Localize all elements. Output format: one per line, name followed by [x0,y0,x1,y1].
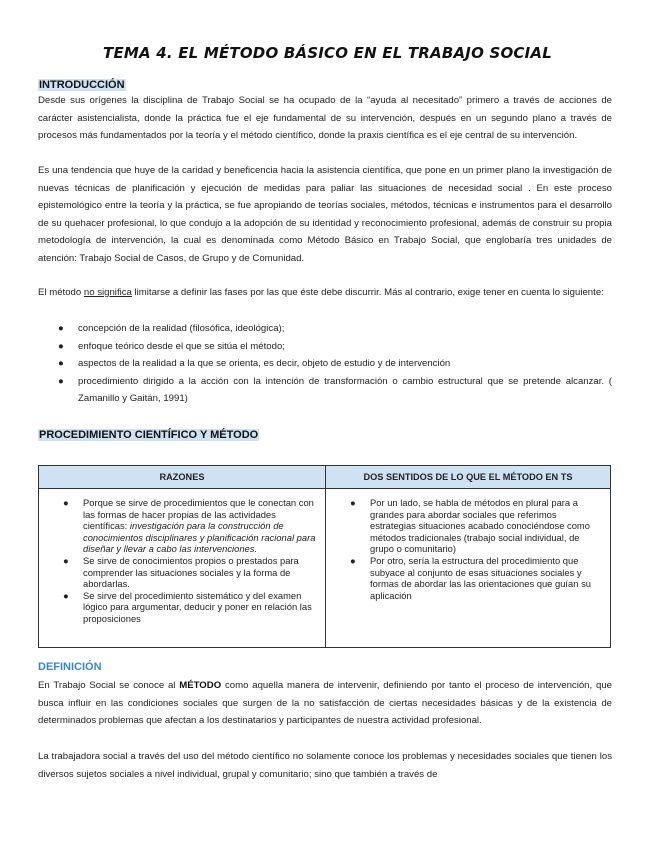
intro-p3-start: El método [38,287,84,298]
bullet-dot-icon: ● [63,497,69,508]
list-item-text: procedimiento dirigido a la acción con la intención de transformación o cambio estructural que se pretende alcanzar. ( Zamanillo y Gaitán, 1991) [78,375,612,405]
table-header-row [39,466,611,489]
table-header-dos-sentidos: DOS SENTIDOS DE LO QUE EL MÉTODO EN TS [326,466,611,489]
intro-paragraph-2: Es una tendencia que huye de la caridad y beneficencia hacia la asistencia científica, que pone en un primer plano la investigación de nuevas técnicas de planificación y ejecución de medidas para paliar las situaciones de necesidad social . En este proceso epistemológico entre la teoría y la práctica, se fue apropiando de teorías sociales, métodos, técnicas e instrumentos para el desarrollo de su quehacer profesional, lo que condujo a la adopción de su identidad y reconocimiento profesional, además de construir su propia metodología de intervención, la cual es denominada como Método Básico en Trabajo Social, que englobaría tres unidades de atención: Trabajo Social de Casos, de Grupo y de Comunidad. [38,165,612,264]
list-item [334,555,602,601]
list-item-text: aspectos de la realidad a la que se orienta, es decir, objeto de estudio y de intervención [78,358,451,370]
bullet-dot-icon: ● [58,358,64,370]
list-item [47,555,317,590]
bullet-dot-icon: ● [350,497,356,508]
intro-p3-end: limitarse a definir las fases por las que éste debe discurrir. Más al contrario, exige tener en cuenta lo siguiente: [131,287,604,298]
bullet-dot-icon: ● [350,554,356,566]
procedure-heading: PROCEDIMIENTO CIENTÍFICO Y MÉTODO [39,429,259,441]
cell-text: Por un lado, se habla de métodos en plural para a grandes para abordar sociales que referimos estrategias situaciones acabado conociéndose como métodos tradicionales (trabajo social individual, de grupo o comunitario) [370,497,590,555]
cell-text: Porque se sirve de procedimientos que le conectan con las formas de hacer propias de las actividades científicas: [83,497,314,532]
bullet-dot-icon: ● [58,323,64,334]
table-cell-dos-sentidos [326,489,611,648]
intro-paragraph-1: Desde sus orígenes la disciplina de Trabajo Social se ha ocupado de la “ayuda al necesitado” primero a través de acciones de carácter asistencialista, donde la práctica fue el eje fundamental de su intervención, después en un segundo plano a través de procesos más fundamentados por la teoría y el método científico, donde la praxis científica es el eje central de su intervención. [38,95,612,142]
intro-bullet-list [38,320,612,408]
bullet-dot-icon: ● [58,340,64,352]
cell-text: Se sirve del procedimiento sistemático y del examen lógico para argumentar, deducir y poner en relación las proposiciones [83,589,312,624]
cell-text: Por otro, sería la estructura del procedimiento que subyace al conjunto de esas situaciones sociales y formas de abordar las las orientaciones que guían su aplicación [370,554,591,601]
list-item [38,338,612,356]
list-item [47,497,317,555]
bullet-dot-icon: ● [63,589,69,601]
list-item-text: enfoque teórico desde el que se sitúa el método; [78,340,285,352]
table-header-razones: RAZONES [39,466,326,489]
cell-text-italic: investigación para la construcción de conocimientos disciplinares y planificación racional para diseñar y llevar a cabo las intervenciones. [83,520,316,555]
cell-text: Se sirve de conocimientos propios o prestados para comprender las situaciones sociales y la forma de abordarlas. [83,554,299,590]
definition-paragraph-2: La trabajadora social a través del uso del método científico no solamente conoce los problemas y necesidades sociales que tienen los diversos sujetos sociales a nivel individual, grupal y comunitario; sino que también a través de [38,751,612,780]
definition-p1-bold: MÉTODO [179,680,222,691]
procedure-table [38,465,611,648]
definition-p1-end: como aquella manera de intervenir, definiendo por tanto el proceso de intervención, que busca influir en las condiciones sociales que surgen de la no satisfacción de ciertas necesidades básicas y de la existencia de determinados problemas que afectan a los destinatarios y participantes de nuestra actividad profesional. [38,680,612,727]
definition-heading: DEFINICIÓN [38,661,102,673]
intro-paragraph-3 [38,284,612,302]
list-item-text: concepción de la realidad (filosófica, ideológica); [78,323,285,334]
table-cell-razones [39,489,326,648]
list-item [334,497,602,555]
table-row [39,489,611,648]
definition-paragraph-1 [38,677,612,730]
intro-heading: INTRODUCCIÓN [39,79,125,91]
list-item [38,320,612,338]
intro-p3-underlined: no significa [83,287,132,298]
definition-p1-start: En Trabajo Social se conoce al [38,680,180,691]
page-title: TEMA 4. EL MÉTODO BÁSICO EN EL TRABAJO SOCIAL [103,44,552,62]
bullet-dot-icon: ● [58,375,64,387]
bullet-dot-icon: ● [63,554,69,566]
list-item [47,590,317,625]
list-item [38,355,612,373]
list-item [38,373,612,408]
